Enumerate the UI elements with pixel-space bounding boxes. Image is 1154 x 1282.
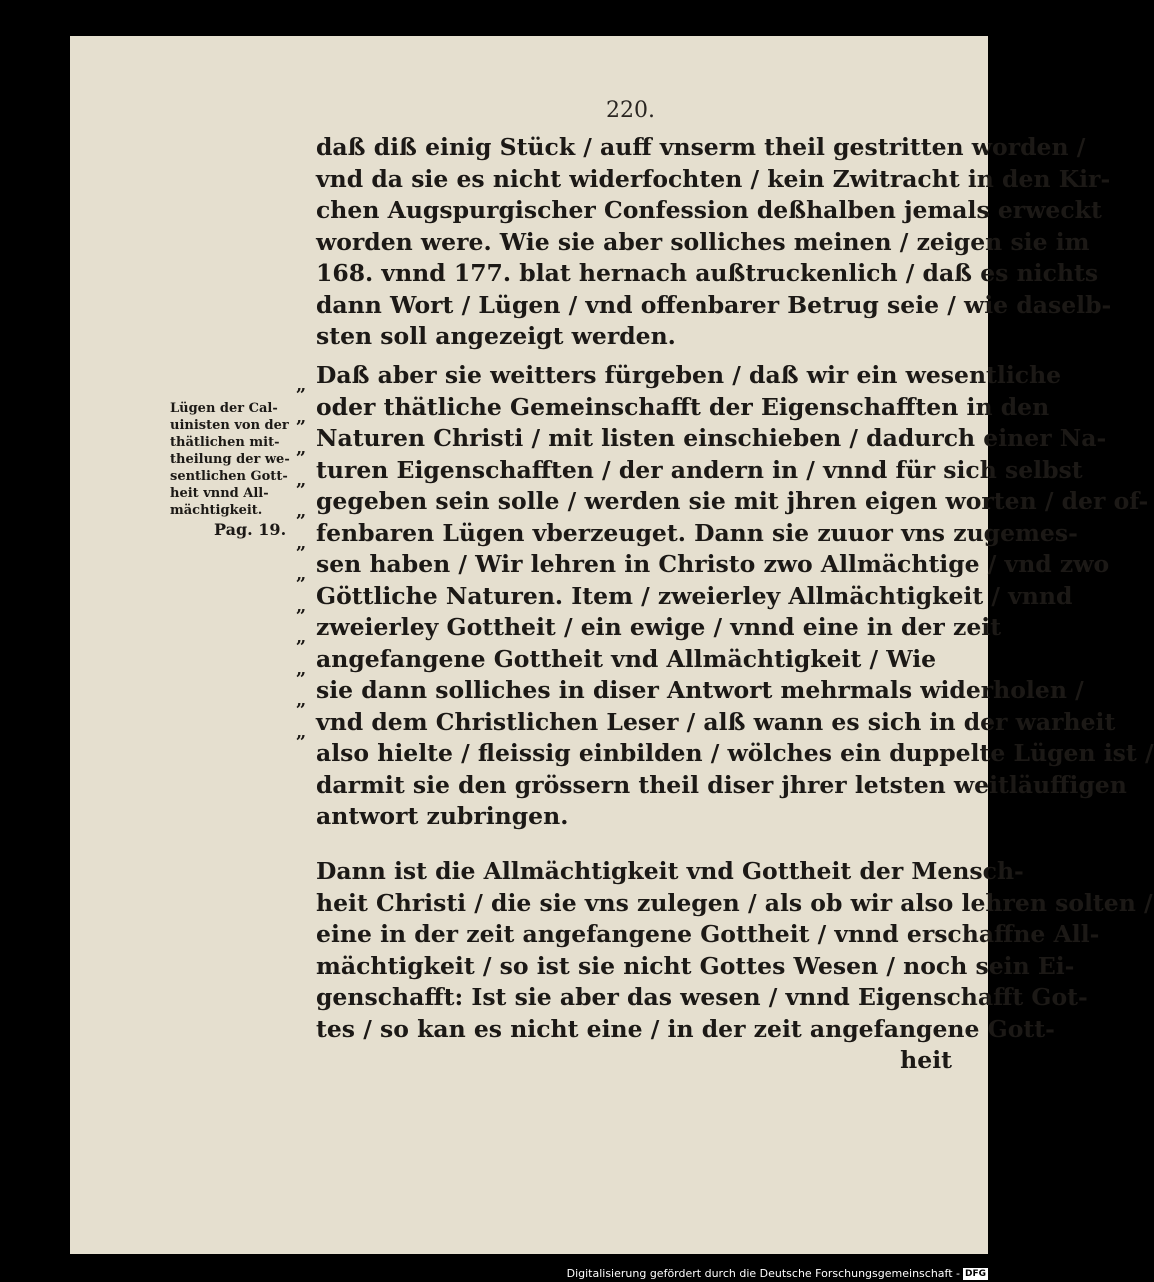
paragraph-2	[316, 360, 1154, 833]
text-line: vnd dem Christlichen Leser / alß wann es sich in der warheit	[316, 707, 1116, 736]
text-line: worden were. Wie sie aber solliches meinen / zeigen sie im	[316, 227, 1090, 256]
page-number: 220.	[606, 98, 655, 123]
text-line: Göttliche Naturen. Item / zweierley Allmächtigkeit / vnnd	[316, 581, 1073, 610]
digitization-credit	[567, 1267, 988, 1280]
quote-mark: „	[296, 658, 307, 680]
text-line: daß diß einig Stück / auff vnserm theil gestritten worden /	[316, 133, 1086, 161]
text-line: genschafft: Ist sie aber das wesen / vnnd Eigenschafft Got-	[316, 983, 1088, 1011]
quote-mark: „	[296, 532, 307, 554]
text-line: 168. vnnd 177. blat hernach außtruckenlich / daß es nichts	[316, 259, 1099, 287]
text-line: sen haben / Wir lehren in Christo zwo Allmächtige / vnd zwo	[316, 550, 1110, 578]
text-line: angefangene Gottheit vnd Allmächtigkeit / Wie	[316, 644, 937, 673]
margin-note-line: heit vnnd All-	[170, 486, 269, 501]
quote-mark: „	[296, 375, 307, 396]
quote-mark: „	[296, 469, 307, 491]
paragraph-3	[316, 856, 1153, 1077]
dfg-logo-icon: DFG	[964, 1269, 986, 1279]
quote-mark: „	[296, 438, 307, 459]
text-line: heit	[900, 1046, 952, 1074]
text-line: antwort zubringen.	[316, 802, 569, 830]
text-line: darmit sie den grössern theil diser jhrer letsten weitläuffigen	[316, 770, 1127, 799]
quote-mark: „	[296, 721, 307, 743]
book-page	[70, 36, 1154, 1254]
margin-note-line: thätlichen mit-	[170, 435, 280, 450]
text-line: Dann ist die Allmächtigkeit vnd Gottheit der Mensch-	[316, 857, 1024, 885]
text-line: tes / so kan es nicht eine / in der zeit angefangene Gott-	[316, 1014, 1055, 1043]
quote-mark: „	[296, 690, 307, 711]
quote-mark: „	[296, 564, 307, 585]
credit-text: Digitalisierung gefördert durch die Deutsche Forschungsgemeinschaft -	[566, 1267, 960, 1280]
text-line: gegeben sein solle / werden sie mit jhren eigen worten / der of-	[316, 487, 1149, 515]
paragraph-1	[316, 132, 1112, 353]
text-line: dann Wort / Lügen / vnd offenbarer Betrug seie / wie daselb-	[316, 290, 1112, 319]
text-line: mächtigkeit / so ist sie nicht Gottes Wesen / noch sein Ei-	[316, 951, 1075, 980]
margin-note-line: uinisten von der	[170, 418, 289, 433]
text-line: also hielte / fleissig einbilden / wölches ein duppelte Lügen ist /	[316, 739, 1154, 767]
text-line: Naturen Christi / mit listen einschieben / dadurch einer Na-	[316, 424, 1107, 452]
quote-mark: „	[296, 627, 307, 648]
text-line: heit Christi / die sie vns zulegen / als ob wir also lehren solten /	[316, 888, 1153, 917]
text-line: oder thätliche Gemeinschafft der Eigenschafften in den	[316, 392, 1050, 421]
margin-note-reference: Pag. 19.	[214, 520, 287, 539]
text-line: fenbaren Lügen vberzeuget. Dann sie zuuor vns zugemes-	[316, 518, 1078, 547]
text-line: zweierley Gottheit / ein ewige / vnnd eine in der zeit	[316, 613, 1002, 641]
text-line: eine in der zeit angefangene Gottheit / vnnd erschaffne All-	[316, 920, 1100, 948]
quote-mark: „	[296, 501, 307, 522]
text-line: Daß aber sie weitters fürgeben / daß wir ein wesentliche	[316, 361, 1062, 389]
text-line: chen Augspurgischer Confession deßhalben jemals erweckt	[316, 196, 1102, 224]
text-line: sie dann solliches in diser Antwort mehrmals widerholen /	[316, 676, 1084, 704]
quote-mark: „	[296, 595, 307, 617]
margin-note-line: sentlichen Gott-	[170, 469, 288, 484]
text-line: sten soll angezeigt werden.	[316, 322, 676, 350]
margin-note-line: mächtigkeit.	[170, 503, 263, 518]
margin-note-line: theilung der we-	[170, 452, 290, 467]
text-line: turen Eigenschafften / der andern in / vnnd für sich selbst	[316, 455, 1083, 484]
margin-note	[170, 400, 310, 538]
text-line: vnd da sie es nicht widerfochten / kein Zwitracht in den Kir-	[316, 164, 1111, 193]
quote-mark: „	[296, 406, 307, 428]
margin-note-line: Lügen der Cal-	[170, 401, 278, 416]
